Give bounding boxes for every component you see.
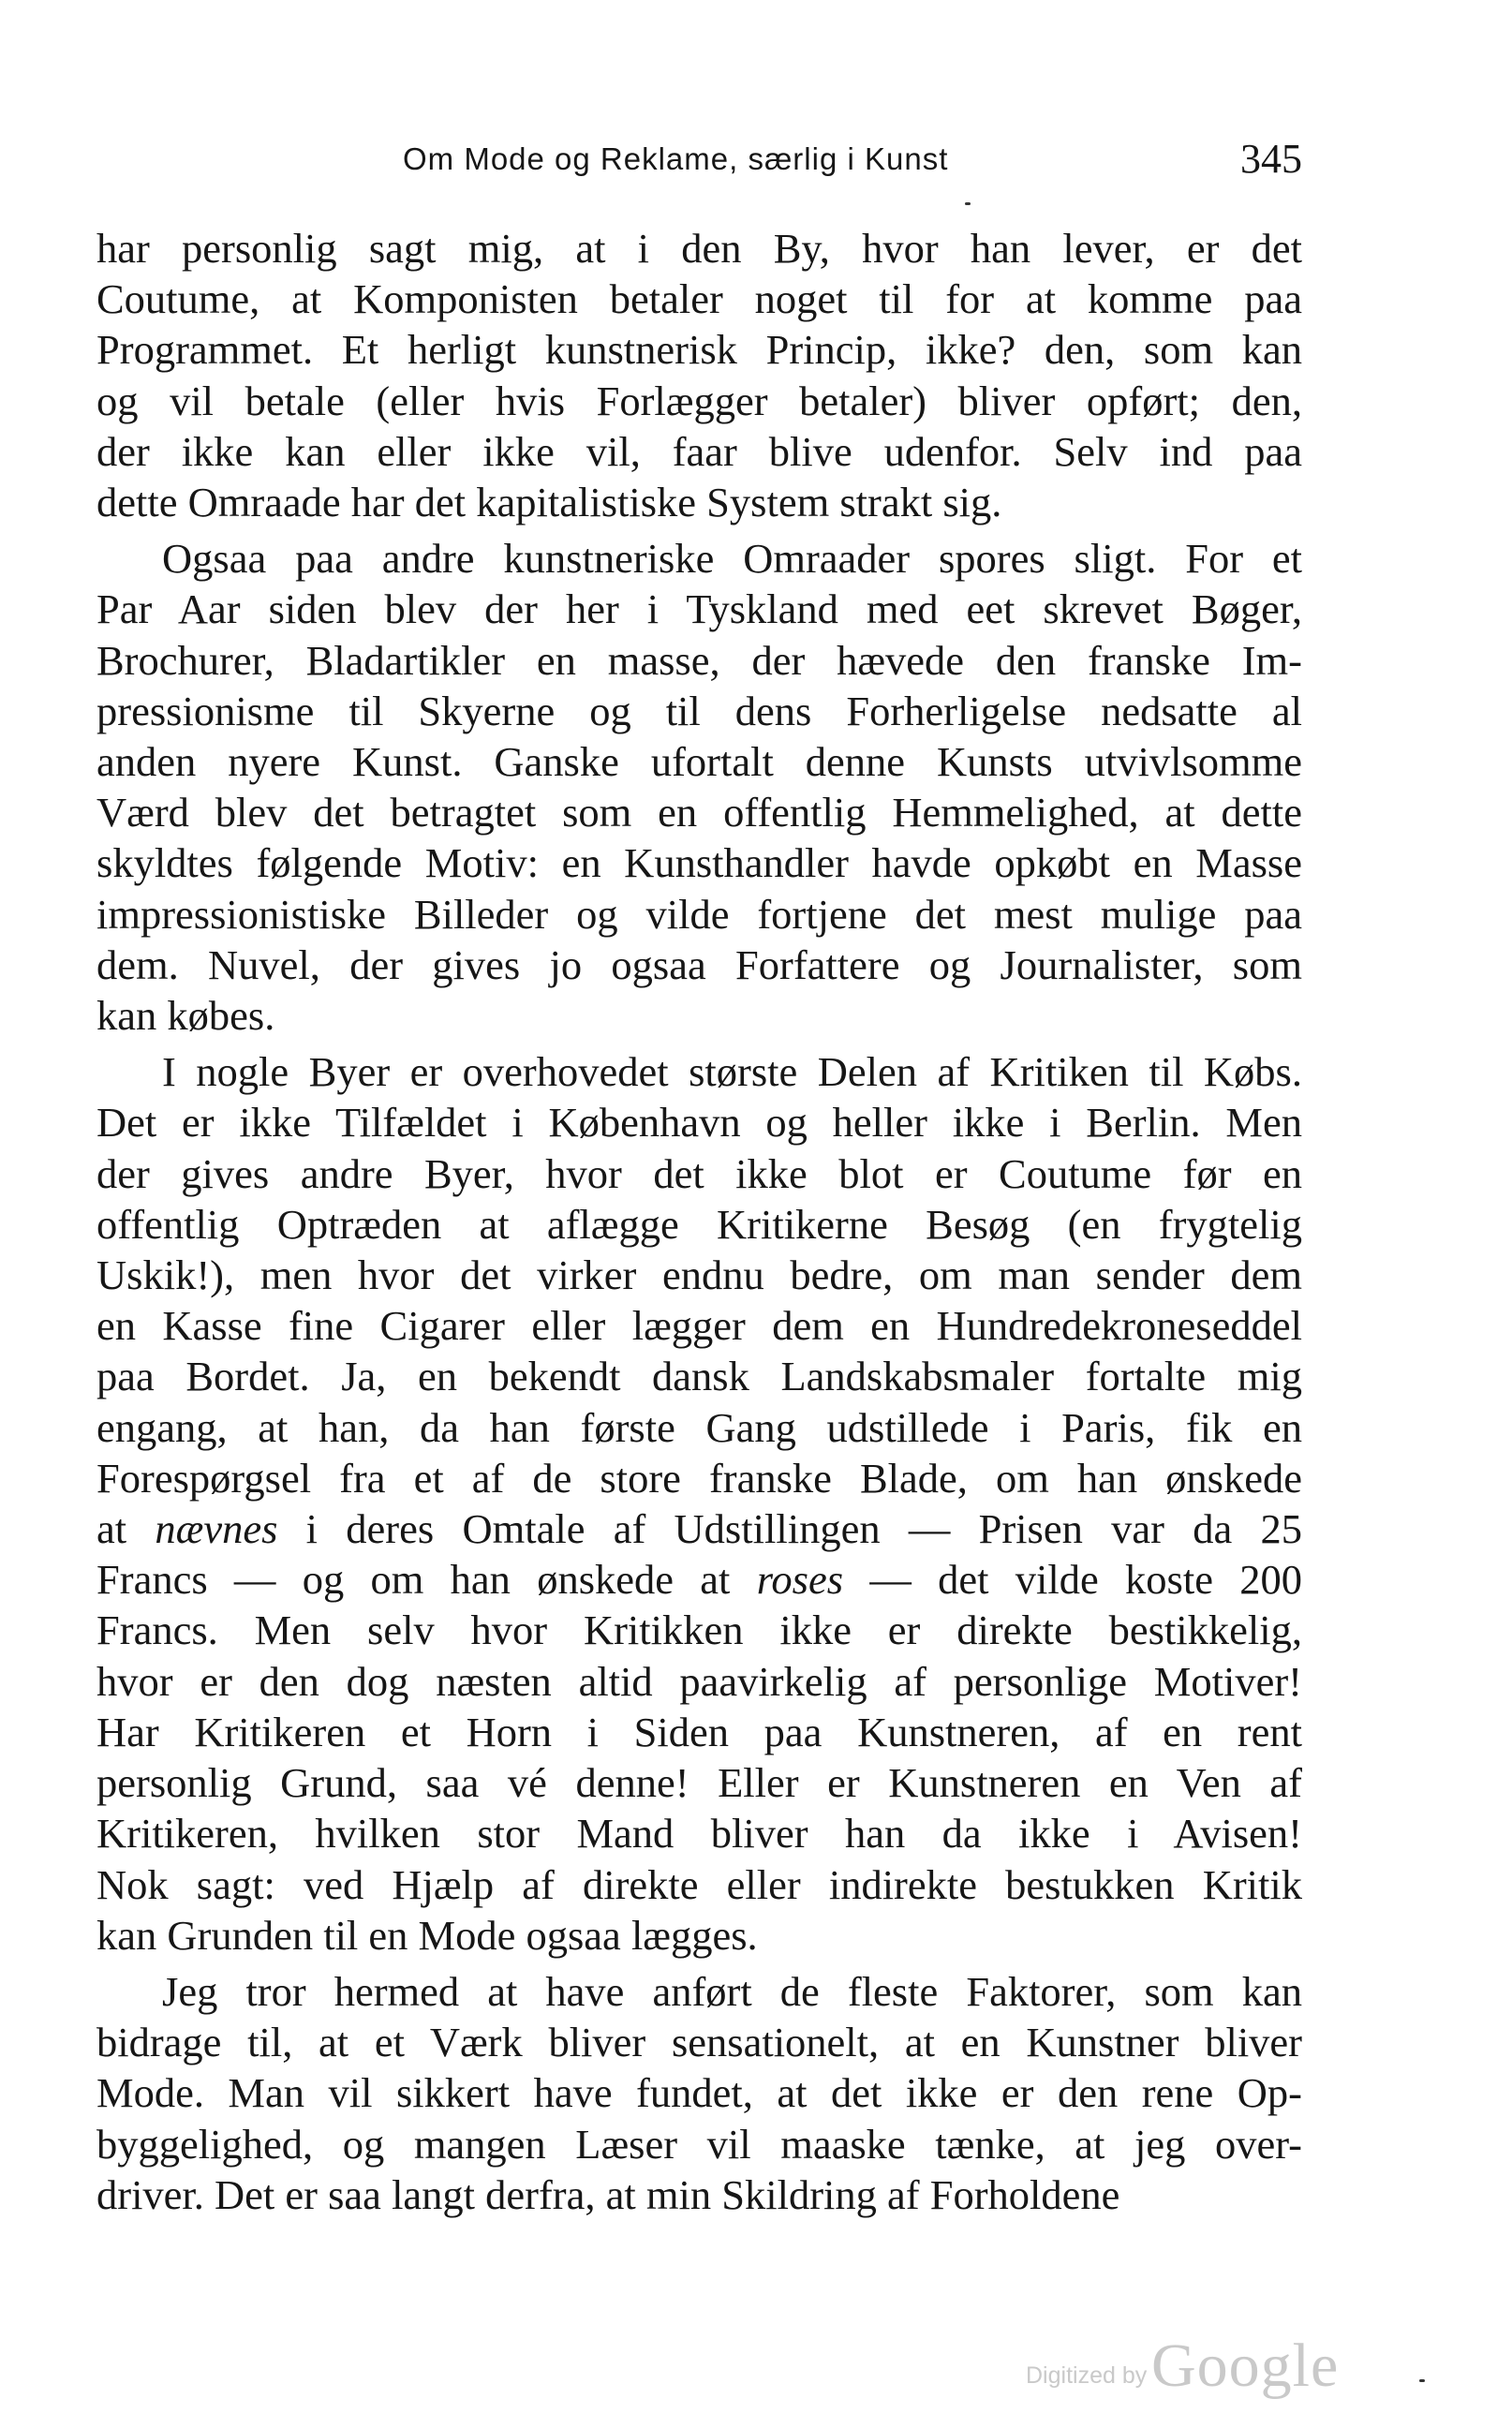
- text-line: I nogle Byer er overhovedet største Delen af Kritiken til Købs.: [162, 1048, 1302, 1096]
- text-line: Det er ikke Tilfældet i København og heller ikke i Berlin. Men: [96, 1099, 1302, 1147]
- text-line: hvor er den dog næsten altid paavirkelig af personlige Motiver!: [96, 1657, 1302, 1705]
- text-line: Brochurer, Bladartikler en masse, der hævede den franske Im-: [96, 636, 1302, 684]
- text-line: der gives andre Byer, hvor det ikke blot er Coutume før en: [96, 1149, 1302, 1197]
- text-line: Francs. Men selv hvor Kritikken ikke er direkte bestikkelig,: [96, 1606, 1302, 1654]
- text-line: byggelighed, og mangen Læser vil maaske tænke, at jeg over-: [96, 2120, 1302, 2168]
- text-line: paa Bordet. Ja, en bekendt dansk Landskabsmaler fortalte mig: [96, 1353, 1302, 1400]
- text-line: Kritikeren, hvilken stor Mand bliver han da ikke i Avisen!: [96, 1810, 1302, 1858]
- text-line: Francs — og om han ønskede at roses — det vilde koste 200: [96, 1556, 1303, 1604]
- text-line: Forespørgsel fra et af de store franske Blade, om han ønskede: [96, 1454, 1302, 1502]
- paragraph: [96, 1966, 1302, 2220]
- running-head: [403, 131, 1302, 187]
- text-line: og vil betale (eller hvis Forlægger betaler) bliver opført; den,: [96, 377, 1302, 424]
- paragraph: [96, 223, 1302, 527]
- watermark-brand: Google: [1151, 2332, 1340, 2400]
- body-text: [96, 223, 1302, 2220]
- text-line: Nok sagt: ved Hjælp af direkte eller indirekte bestukken Kritik: [96, 1860, 1302, 1908]
- text-line: driver. Det er saa langt derfra, at min Skildring af Forholdene: [96, 2170, 1120, 2218]
- text-line: dette Omraade har det kapitalistiske System strakt sig.: [96, 479, 1002, 526]
- paragraph: [96, 1046, 1302, 1961]
- text-line: skyldtes følgende Motiv: en Kunsthandler havde opkøbt en Masse: [96, 839, 1302, 887]
- text-line: Jeg tror hermed at have anført de fleste Faktorer, som kan: [162, 1967, 1302, 2015]
- paragraph: [96, 533, 1302, 1041]
- text-line: impressionistiske Billeder og vilde fortjene det mest mulige paa: [96, 890, 1302, 938]
- print-speck: [1419, 2379, 1425, 2382]
- text-line: Værd blev det betragtet som en offentlig Hemmelighed, at dette: [96, 789, 1302, 836]
- running-title: Om Mode og Reklame, særlig i Kunst: [403, 141, 949, 176]
- text-line: dem. Nuvel, der gives jo ogsaa Forfattere og Journalister, som: [96, 940, 1302, 988]
- text-line: Coutume, at Komponisten betaler noget til for at komme paa: [96, 275, 1302, 323]
- text-line: personlig Grund, saa vé denne! Eller er Kunstneren en Ven af: [96, 1759, 1302, 1807]
- text-line: Uskik!), men hvor det virker endnu bedre, om man sender dem: [96, 1251, 1302, 1299]
- page-number: 345: [1240, 136, 1302, 182]
- text-line: Programmet. Et herligt kunstnerisk Princip, ikke? den, som kan: [96, 326, 1302, 374]
- text-line: Mode. Man vil sikkert have fundet, at det ikke er den rene Op-: [96, 2069, 1302, 2117]
- text-line: engang, at han, da han første Gang udstillede i Paris, fik en: [96, 1403, 1302, 1451]
- text-line: bidrage til, at et Værk bliver sensationelt, at en Kunstner bliver: [96, 2019, 1302, 2066]
- digitization-watermark: [1026, 2331, 1382, 2406]
- text-line: offentlig Optræden at aflægge Kritikerne Besøg (en frygtelig: [96, 1200, 1302, 1248]
- text-line: kan Grunden til en Mode ogsaa lægges.: [96, 1911, 758, 1959]
- watermark-prefix: Digitized by: [1026, 2362, 1148, 2389]
- text-line: pressionisme til Skyerne og til dens Forherligelse nedsatte al: [96, 687, 1302, 734]
- text-line: kan købes.: [96, 992, 275, 1040]
- text-line: anden nyere Kunst. Ganske ufortalt denne Kunsts utvivlsomme: [96, 738, 1302, 786]
- text-line: Ogsaa paa andre kunstneriske Omraader spores sligt. For et: [162, 535, 1302, 583]
- text-line: Har Kritikeren et Horn i Siden paa Kunstneren, af en rent: [96, 1708, 1302, 1755]
- print-speck: [965, 202, 971, 205]
- text-line: Par Aar siden blev der her i Tyskland med eet skrevet Bøger,: [96, 585, 1302, 633]
- text-line: der ikke kan eller ikke vil, faar blive udenfor. Selv ind paa: [96, 427, 1302, 475]
- text-line: en Kasse fine Cigarer eller lægger dem en Hundredekroneseddel: [96, 1302, 1302, 1350]
- text-line: at nævnes i deres Omtale af Udstillingen — Prisen var da 25: [96, 1505, 1302, 1553]
- text-line: har personlig sagt mig, at i den By, hvor han lever, er det: [96, 225, 1302, 272]
